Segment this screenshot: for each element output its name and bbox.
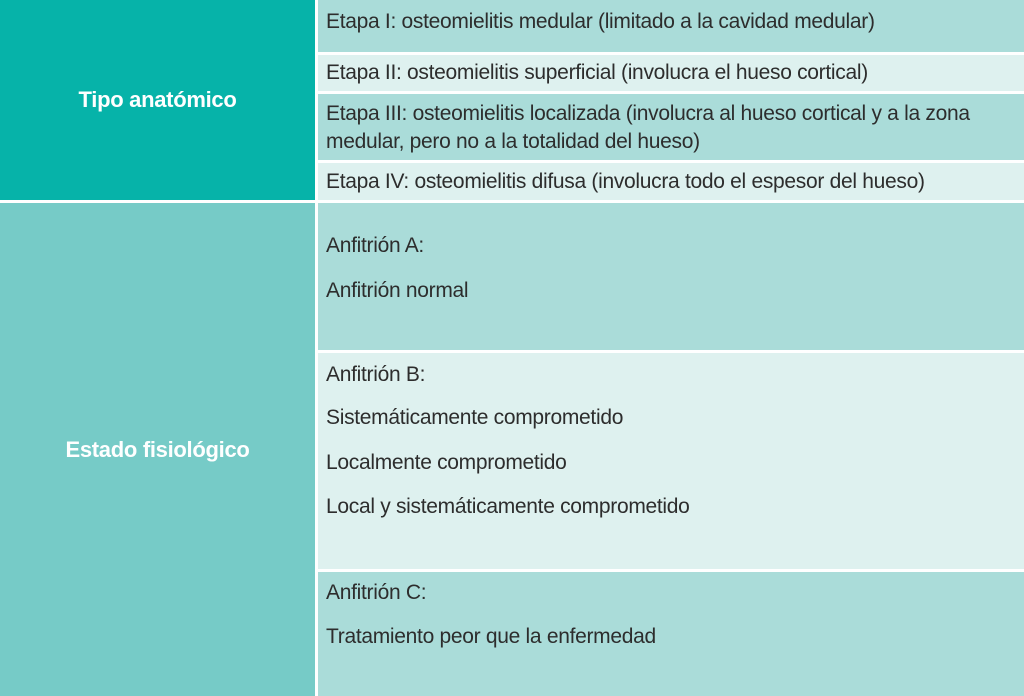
stage-row-4 <box>318 163 1024 200</box>
host-a-row <box>318 203 1024 350</box>
host-b-title: Anfitrión B: <box>326 363 426 386</box>
host-c-title: Anfitrión C: <box>326 581 427 604</box>
stage-4-text: Etapa IV: osteomielitis difusa (involucra todo el espesor del hueso) <box>326 170 925 193</box>
stage-row-1 <box>318 0 1024 52</box>
host-b-item: Local y sistemáticamente comprometido <box>326 495 690 518</box>
stage-1-text: Etapa I: osteomielitis medular (limitado a la cavidad medular) <box>326 10 875 33</box>
stage-2-text: Etapa II: osteomielitis superficial (involucra el hueso cortical) <box>326 61 868 84</box>
host-c-item: Tratamiento peor que la enfermedad <box>326 625 656 648</box>
stage-row-3 <box>318 94 1024 160</box>
host-c-row <box>318 572 1024 696</box>
physiologic-state-header-text: Estado fisiológico <box>65 436 250 462</box>
physiologic-state-header <box>0 203 315 696</box>
stage-row-2 <box>318 55 1024 91</box>
host-a-title: Anfitrión A: <box>326 234 424 257</box>
host-b-item: Sistemáticamente comprometido <box>326 406 624 429</box>
host-b-item: Localmente comprometido <box>326 451 567 474</box>
stage-3-text: Etapa III: osteomielitis localizada (involucra al hueso cortical y a la zona medular, pero no a la totalidad del hueso) <box>326 102 970 153</box>
host-b-row <box>318 353 1024 569</box>
host-a-item: Anfitrión normal <box>326 279 469 302</box>
anatomic-type-header <box>0 0 315 200</box>
anatomic-type-header-text: Tipo anatómico <box>78 87 237 112</box>
